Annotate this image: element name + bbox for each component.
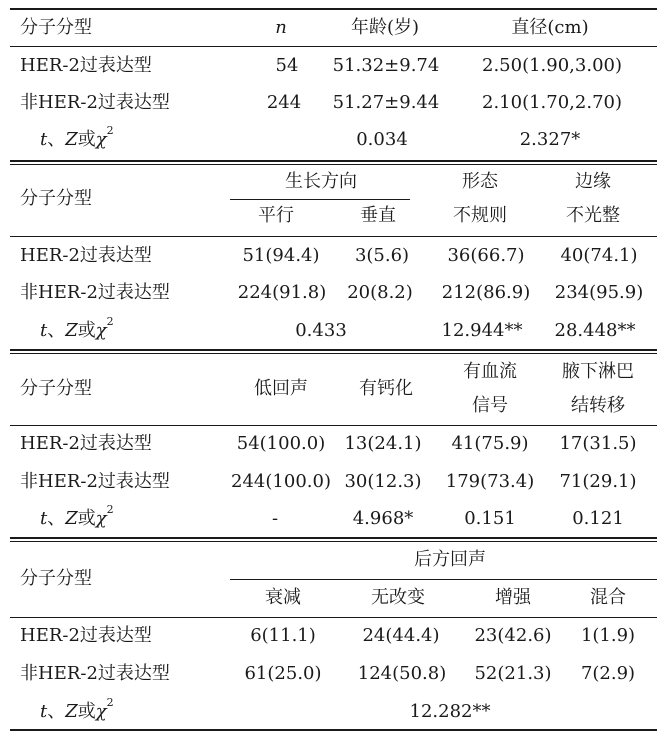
stat-value: 2.327* xyxy=(519,129,581,150)
cell-age: 51.32±9.74 xyxy=(332,55,440,76)
cell-hypoecho: 54(100.0) xyxy=(236,433,326,454)
stat-value: 0.121 xyxy=(572,508,624,529)
header-blood-flow-sub: 信号 xyxy=(472,395,508,416)
section-rule xyxy=(10,164,657,165)
header-subtype: 分子分型 xyxy=(20,17,92,38)
cell-blood-flow: 41(75.9) xyxy=(451,433,529,454)
header-mixed: 混合 xyxy=(590,587,626,608)
header-shape-sub: 不规则 xyxy=(453,205,507,226)
section-rule xyxy=(10,537,657,539)
header-calcification: 有钙化 xyxy=(359,378,413,399)
cell-margin: 234(95.9) xyxy=(554,282,644,303)
header-rule xyxy=(10,236,657,237)
cell-calcification: 13(24.1) xyxy=(344,433,422,454)
cell-lymph: 17(31.5) xyxy=(559,433,637,454)
row-label: 非HER-2过表达型 xyxy=(20,471,170,492)
group-rule xyxy=(230,199,410,200)
header-shape: 形态 xyxy=(462,171,498,192)
top-rule xyxy=(10,8,657,10)
header-age: 年龄(岁) xyxy=(350,17,420,38)
cell-diameter: 2.50(1.90,3.00) xyxy=(481,55,623,76)
cell-parallel: 224(91.8) xyxy=(237,282,327,303)
header-n: n xyxy=(275,17,287,38)
header-rule xyxy=(10,425,657,426)
header-lymph: 腋下淋巴 xyxy=(562,361,634,382)
header-diameter: 直径(cm) xyxy=(511,17,589,38)
stat-value: 0.034 xyxy=(356,129,408,150)
header-parallel: 平行 xyxy=(258,205,294,226)
header-vertical: 垂直 xyxy=(360,205,396,226)
cell-no-change: 124(50.8) xyxy=(357,663,447,684)
cell-vertical: 3(5.6) xyxy=(354,245,410,266)
cell-lymph: 71(29.1) xyxy=(559,471,637,492)
header-rule xyxy=(10,617,657,618)
cell-hypoecho: 244(100.0) xyxy=(231,471,331,492)
row-label: 非HER-2过表达型 xyxy=(20,282,170,303)
cell-mixed: 1(1.9) xyxy=(580,625,636,646)
stat-value: 0.151 xyxy=(464,508,516,529)
header-blood-flow: 有血流 xyxy=(463,361,517,382)
cell-parallel: 51(94.4) xyxy=(242,245,320,266)
cell-n: 244 xyxy=(266,92,302,113)
header-subtype: 分子分型 xyxy=(20,188,92,209)
stat-value: 4.968* xyxy=(352,508,414,529)
section-rule xyxy=(10,353,657,354)
header-subtype: 分子分型 xyxy=(20,568,92,589)
header-margin-sub: 不光整 xyxy=(566,205,620,226)
header-no-change: 无改变 xyxy=(371,587,425,608)
row-label: HER-2过表达型 xyxy=(20,245,152,266)
cell-attenuation: 61(25.0) xyxy=(244,663,322,684)
results-table xyxy=(10,0,657,735)
header-hypoecho: 低回声 xyxy=(254,378,308,399)
cell-calcification: 30(12.3) xyxy=(344,471,422,492)
cell-n: 54 xyxy=(275,55,299,76)
cell-diameter: 2.10(1.70,2.70) xyxy=(481,92,623,113)
section-rule xyxy=(10,541,657,542)
row-label: HER-2过表达型 xyxy=(20,55,152,76)
cell-shape: 212(86.9) xyxy=(441,282,531,303)
header-attenuation: 衰减 xyxy=(265,587,301,608)
stat-label: t、Z或$\chi^2$ xyxy=(40,124,114,150)
stat-value: 12.944** xyxy=(441,320,523,341)
section-rule xyxy=(10,349,657,351)
cell-mixed: 7(2.9) xyxy=(580,663,636,684)
row-label: 非HER-2过表达型 xyxy=(20,663,170,684)
header-rule xyxy=(10,46,657,47)
stat-value: 0.433 xyxy=(295,320,347,341)
cell-shape: 36(66.7) xyxy=(447,245,525,266)
header-enhancement: 增强 xyxy=(495,587,531,608)
stat-value: - xyxy=(271,508,279,529)
header-subtype: 分子分型 xyxy=(20,378,92,399)
stat-value: 28.448** xyxy=(554,320,636,341)
header-margin: 边缘 xyxy=(575,171,611,192)
stat-label: t、Z或$\chi^2$ xyxy=(40,315,114,341)
header-lymph-sub: 结转移 xyxy=(571,395,625,416)
stat-label: t、Z或$\chi^2$ xyxy=(40,503,114,529)
row-label: HER-2过表达型 xyxy=(20,433,152,454)
header-posterior-echo: 后方回声 xyxy=(414,549,486,570)
cell-age: 51.27±9.44 xyxy=(332,92,440,113)
cell-no-change: 24(44.4) xyxy=(362,625,440,646)
bottom-rule xyxy=(10,729,657,731)
stat-label: t、Z或$\chi^2$ xyxy=(40,696,114,722)
group-rule xyxy=(230,579,657,580)
cell-attenuation: 6(11.1) xyxy=(250,625,316,646)
cell-enhancement: 52(21.3) xyxy=(474,663,552,684)
header-growth-direction: 生长方向 xyxy=(285,171,357,192)
cell-blood-flow: 179(73.4) xyxy=(445,471,535,492)
section-rule xyxy=(10,160,657,162)
cell-vertical: 20(8.2) xyxy=(347,282,413,303)
cell-enhancement: 23(42.6) xyxy=(474,625,552,646)
row-label: HER-2过表达型 xyxy=(20,625,152,646)
cell-margin: 40(74.1) xyxy=(560,245,638,266)
row-label: 非HER-2过表达型 xyxy=(20,92,170,113)
stat-value: 12.282** xyxy=(409,701,491,722)
